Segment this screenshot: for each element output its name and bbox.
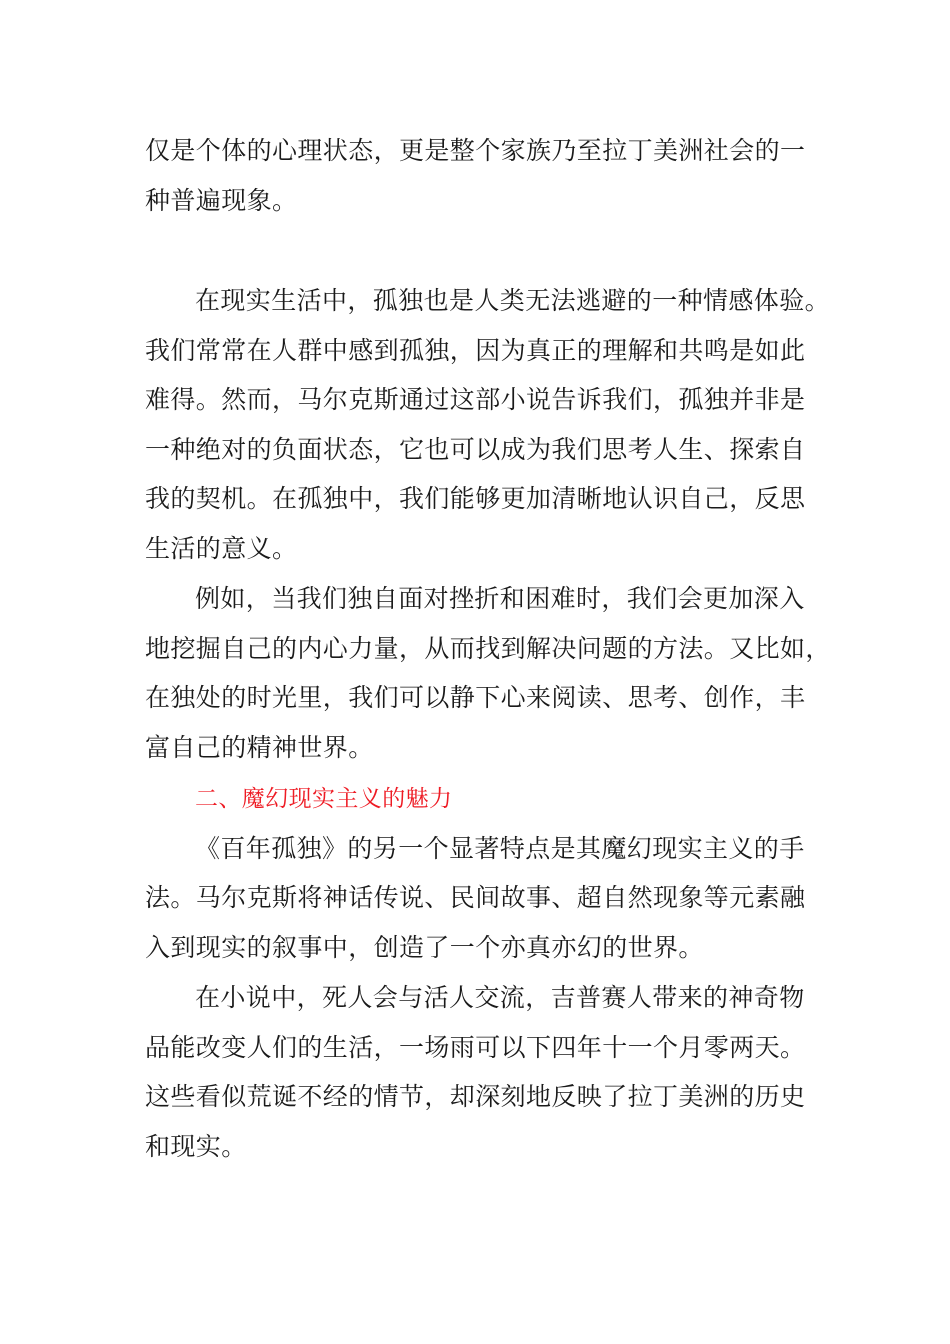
- paragraph-line: 这些看似荒诞不经的情节，却深刻地反映了拉丁美洲的历史: [145, 1082, 806, 1111]
- paragraph-line: 例如，当我们独自面对挫折和困难时，我们会更加深入: [195, 584, 805, 613]
- paragraph-line: 难得。然而，马尔克斯通过这部小说告诉我们，孤独并非是: [145, 385, 806, 414]
- paragraph-line: 生活的意义。: [145, 534, 298, 563]
- paragraph-line: 种普遍现象。: [145, 186, 298, 215]
- paragraph-line: 地挖掘自己的内心力量，从而找到解决问题的方法。又比如，: [145, 634, 831, 663]
- paragraph-line: 和现实。: [145, 1132, 247, 1161]
- paragraph-line: 我的契机。在孤独中，我们能够更加清晰地认识自己，反思: [145, 484, 806, 513]
- paragraph-line: 品能改变人们的生活，一场雨可以下四年十一个月零两天。: [145, 1033, 806, 1062]
- paragraph-line: 《百年孤独》的另一个显著特点是其魔幻现实主义的手: [195, 834, 805, 863]
- paragraph-line: 法。马尔克斯将神话传说、民间故事、超自然现象等元素融: [145, 883, 806, 912]
- paragraph-line: 仅是个体的心理状态，更是整个家族乃至拉丁美洲社会的一: [145, 136, 806, 165]
- paragraph-line: 在独处的时光里，我们可以静下心来阅读、思考、创作，丰: [145, 683, 806, 712]
- section-heading: 二、魔幻现实主义的魅力: [195, 786, 453, 812]
- paragraph-line: 我们常常在人群中感到孤独，因为真正的理解和共鸣是如此: [145, 336, 806, 365]
- paragraph-line: 在小说中，死人会与活人交流，吉普赛人带来的神奇物: [195, 983, 805, 1012]
- paragraph-line: 在现实生活中，孤独也是人类无法逃避的一种情感体验。: [195, 286, 831, 315]
- paragraph-line: 一种绝对的负面状态，它也可以成为我们思考人生、探索自: [145, 435, 806, 464]
- paragraph-line: 富自己的精神世界。: [145, 733, 374, 762]
- paragraph-line: 入到现实的叙事中，创造了一个亦真亦幻的世界。: [145, 933, 704, 962]
